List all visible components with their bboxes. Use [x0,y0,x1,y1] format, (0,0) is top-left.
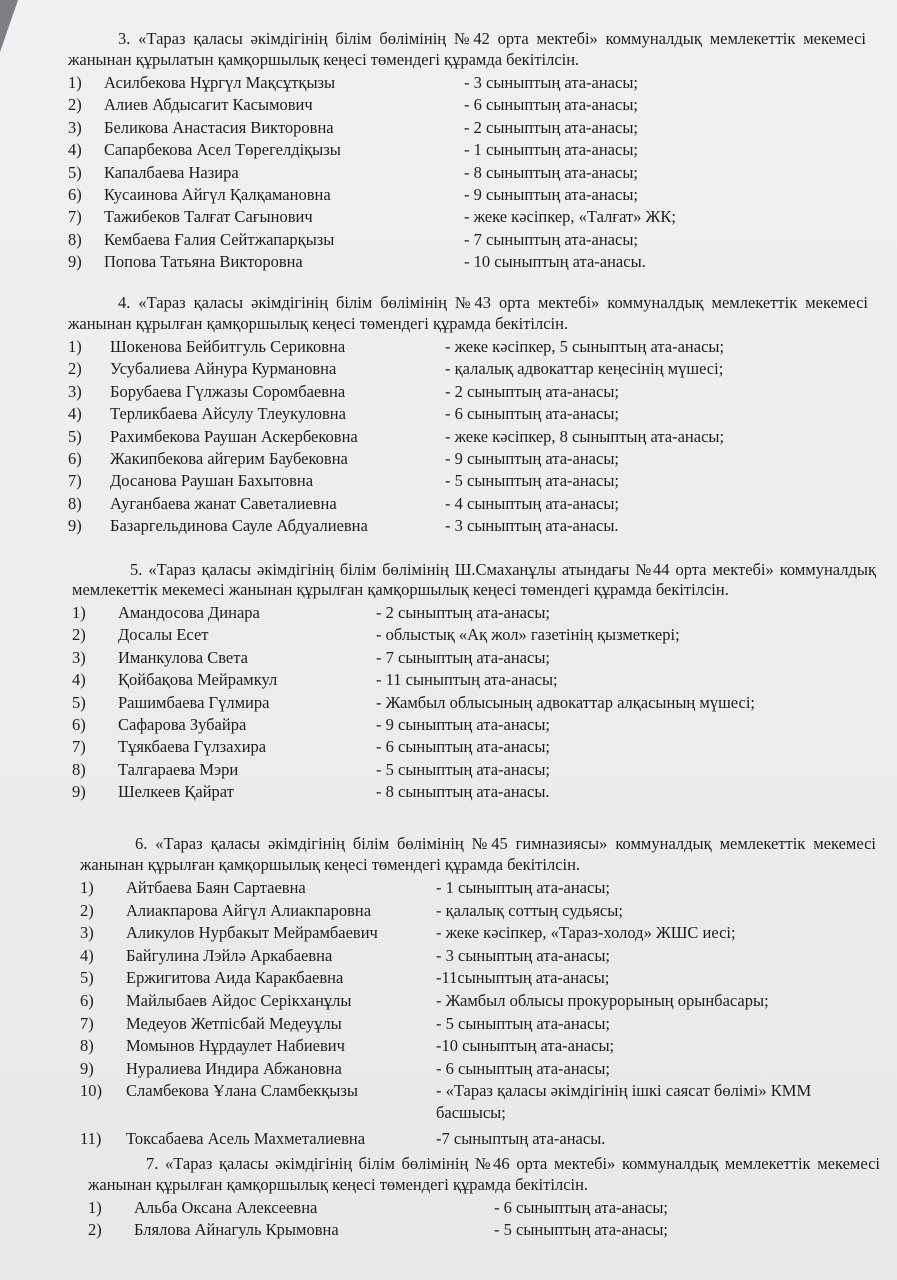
member-name: Сламбекова Ұлана Сламбекқызы [126,1081,358,1101]
member-number: 6) [68,448,82,468]
member-number: 1) [80,878,94,897]
member-role: - жеке кәсіпкер, «Тараз-холод» ЖШС иесі; [436,923,736,943]
member-name: Амандосова Динара [118,603,260,622]
member-row [72,624,876,646]
member-role: - 6 сыныптың ата-анасы; [464,95,638,115]
member-row [68,117,866,139]
member-role: - 3 сыныптың ата-анасы; [436,945,610,965]
member-number: 8) [68,229,82,249]
member-row [72,692,876,714]
member-role: - 6 сыныптың ата-анасы; [436,1058,610,1078]
member-number: 1) [72,603,86,622]
member-name: Рашимбаева Гүлмира [118,692,270,712]
member-role: - 2 сыныптың ата-анасы; [376,603,550,622]
member-name: Тұякбаева Гүлзахира [118,737,267,757]
member-number: 9) [80,1058,94,1078]
section-6 [80,833,876,1150]
member-name: Момынов Нұрдаулет Набиевич [126,1036,345,1056]
member-role: - 6 сыныптың ата-анасы; [494,1198,668,1217]
member-name: Шокенова Бейбитгуль Сериковна [110,337,346,356]
member-row [72,736,876,758]
member-row [72,647,876,669]
member-role: -7 сыныптың ата-анасы. [436,1128,606,1148]
member-name: Тажибеков Талғат Сағынович [104,207,313,227]
member-row [68,206,866,228]
member-number: 4) [68,140,82,160]
member-row [68,94,866,116]
member-role: -10 сыныптың ата-анасы; [436,1036,615,1056]
member-row [68,493,868,515]
member-number: 6) [72,714,86,734]
member-role: - қалалық адвокаттар кеңесінің мүшесі; [445,359,724,379]
member-row [68,381,868,403]
member-role: - 5 сыныптың ата-анасы; [445,471,619,491]
member-role: - 6 сыныптың ата-анасы; [376,737,550,757]
member-role: - 6 сыныптың ата-анасы; [445,404,619,424]
member-role: - 5 сыныптың ата-анасы; [436,1013,610,1033]
member-role: - 7 сыныптың ата-анасы; [464,229,638,249]
member-name: Байгулина Лэйлә Аркабаевна [126,945,333,965]
section-heading: 7. «Тараз қаласы әкімдігінің білім бөлімінің №46 орта мектебі» коммуналдық мемлекеттік мекемесі жанынан құрылған қамқоршылық кеңесі төмендегі құрамда бекітілсін. [88,1154,880,1194]
member-role: - қалалық соттың судьясы; [436,900,623,920]
member-row [80,967,876,990]
member-role: - жеке кәсіпкер, 5 сыныптың ата-анасы; [445,337,725,356]
member-name: Талгараева Мэри [118,759,239,779]
member-row [80,1128,876,1151]
member-row [68,470,868,492]
member-role: - 3 сыныптың ата-анасы. [445,516,619,536]
member-number: 3) [80,923,94,943]
member-row [68,358,868,380]
member-role: - 2 сыныптың ата-анасы; [464,117,638,137]
member-number: 2) [72,625,86,645]
member-row [72,602,876,624]
member-number: 6) [68,184,82,204]
member-row [80,900,876,923]
member-row [80,1035,876,1058]
member-row [68,448,868,470]
member-name: Алиакпарова Айгүл Алиакпаровна [126,900,372,920]
page-corner-shadow [0,0,18,52]
member-row [88,1197,880,1219]
member-number: 7) [68,471,82,491]
member-row [68,139,866,161]
member-role: - 8 сыныптың ата-анасы; [464,162,638,182]
member-role: - 5 сыныптың ата-анасы; [494,1219,668,1239]
member-name: Ауганбаева жанат Саветалиевна [110,493,337,513]
member-row [72,669,876,691]
member-name: Борубаева Гүлжазы Соромбаевна [110,381,346,401]
member-role: - 1 сыныптың ата-анасы; [464,140,638,160]
member-role: - Жамбыл облысының адвокаттар алқасының мүшесі; [376,692,756,712]
member-name: Капалбаева Назира [104,162,239,182]
member-number: 5) [72,692,86,712]
section-4 [68,292,868,538]
member-role: -11сыныптың ата-анасы; [436,968,610,988]
member-name: Базаргельдинова Сауле Абдуалиевна [110,516,368,536]
member-name: Қойбақова Мейрамкул [118,670,278,690]
member-role-continued: басшысы; [436,1103,506,1123]
member-row [72,781,876,803]
member-name: Сафарова Зубайра [118,714,247,734]
member-name: Иманкулова Света [118,647,248,667]
member-name: Айтбаева Баян Сартаевна [126,878,306,897]
member-name: Майлыбаев Айдос Серікханұлы [126,990,352,1010]
member-number: 7) [72,737,86,757]
member-role: - 10 сыныптың ата-анасы. [464,252,646,272]
member-name: Терликбаева Айсулу Тлеукуловна [110,404,346,424]
member-row [68,515,868,537]
section-5 [72,560,876,804]
member-number: 9) [68,252,82,272]
member-number: 8) [72,759,86,779]
member-name: Жакипбекова айгерим Баубековна [110,448,348,468]
section-heading: 6. «Тараз қаласы әкімдігінің білім бөлімінің №45 гимназиясы» коммуналдық мемлекеттік мекемесі жанынан құрылған қамқоршылық кеңесі төмендегі құрамда бекітілсін. [80,834,876,874]
member-row [80,922,876,945]
member-name: Нуралиева Индира Абжановна [126,1058,342,1078]
member-name: Сапарбекова Асел Төрегелдіқызы [104,140,341,160]
section-3 [68,28,866,274]
member-list [88,1197,880,1240]
member-role: - 9 сыныптың ата-анасы; [464,184,638,204]
member-name: Кембаева Ғалия Сейтжапарқызы [104,229,335,249]
member-number: 6) [80,990,94,1010]
member-number: 2) [80,900,94,920]
member-number: 5) [68,426,82,446]
section-heading: 3. «Тараз қаласы әкімдігінің білім бөлімінің №42 орта мектебі» коммуналдық мемлекеттік мекемесі жанынан құрылатын қамқоршылық кеңесі төмендегі құрамда бекітілсін. [68,29,866,69]
member-name: Аликулов Нурбакыт Мейрамбаевич [126,923,378,943]
member-row [80,1080,876,1127]
member-row [72,714,876,736]
member-number: 8) [80,1036,94,1056]
member-row [80,877,876,900]
member-number: 4) [80,945,94,965]
member-name: Токсабаева Асель Махметалиевна [126,1128,366,1148]
member-role: - Жамбыл облысы прокурорының орынбасары; [436,990,769,1010]
member-name: Ержигитова Аида Каракбаевна [126,968,344,988]
member-role: - 2 сыныптың ата-анасы; [445,381,619,401]
member-number: 3) [72,647,86,667]
member-number: 2) [68,95,82,115]
member-name: Досанова Раушан Бахытовна [110,471,314,491]
member-role: - жеке кәсіпкер, 8 сыныптың ата-анасы; [445,426,725,446]
member-name: Попова Татьяна Викторовна [104,252,303,272]
member-name: Беликова Анастасия Викторовна [104,117,334,137]
member-name: Альба Оксана Алексеевна [134,1198,318,1217]
member-row [68,336,868,358]
section-heading: 4. «Тараз қаласы әкімдігінің білім бөлімінің №43 орта мектебі» коммуналдық мемлекеттік мекемесі жанынан құрылған қамқоршылық кеңесі төмендегі құрамда бекітілсін. [68,293,868,333]
member-role: - облыстық «Ақ жол» газетінің қызметкері; [376,625,680,645]
member-role: - 1 сыныптың ата-анасы; [436,878,610,897]
member-row [88,1219,880,1241]
member-number: 1) [68,337,82,356]
member-number: 9) [68,516,82,536]
member-name: Медеуов Жетпісбай Медеуұлы [126,1013,342,1033]
member-number: 3) [68,117,82,137]
member-name: Досалы Есет [118,625,209,645]
member-role: - 8 сыныптың ата-анасы. [376,782,550,802]
member-number: 5) [68,162,82,182]
section-heading: 5. «Тараз қаласы әкімдігінің білім бөлімінің Ш.Смаханұлы атындағы №44 орта мектебі» коммуналдық мемлекеттік мекемесі жанынан құрылған қамқоршылық кеңесі төмендегі құрамда бекітілсін. [72,560,876,599]
member-number: 4) [68,404,82,424]
member-role: - 9 сыныптың ата-анасы; [445,448,619,468]
member-list [68,336,868,538]
member-number: 1) [68,73,82,92]
member-list [68,72,866,274]
member-row [68,184,866,206]
member-number: 3) [68,381,82,401]
section-7 [88,1153,880,1240]
member-name: Алиев Абдысагит Касымович [104,95,313,115]
member-row [68,229,866,251]
member-number: 5) [80,968,94,988]
member-row [68,403,868,425]
member-number: 7) [80,1013,94,1033]
member-row [72,759,876,781]
member-role: - 3 сыныптың ата-анасы; [464,73,638,92]
member-number: 2) [88,1219,102,1239]
member-number: 7) [68,207,82,227]
member-role: - 5 сыныптың ата-анасы; [376,759,550,779]
member-number: 2) [68,359,82,379]
member-number: 1) [88,1198,102,1217]
member-role: - жеке кәсіпкер, «Талғат» ЖК; [464,207,676,227]
member-list [80,877,876,1150]
member-name: Асилбекова Нұргүл Мақсұтқызы [104,73,336,92]
member-row [68,251,866,273]
member-row [68,162,866,184]
member-name: Рахимбекова Раушан Аскербековна [110,426,358,446]
member-row [80,1058,876,1081]
member-role: - 4 сыныптың ата-анасы; [445,493,619,513]
member-role: - 11 сыныптың ата-анасы; [376,670,558,690]
member-number: 9) [72,782,86,802]
member-row [68,426,868,448]
member-role: - 7 сыныптың ата-анасы; [376,647,550,667]
member-role: - 9 сыныптың ата-анасы; [376,714,550,734]
member-name: Шелкеев Қайрат [118,782,234,802]
member-list [72,602,876,804]
member-row [80,990,876,1013]
member-role: - «Тараз қаласы әкімдігінің ішкі саясат бөлімі» КММ [436,1081,812,1101]
member-row [80,1013,876,1036]
member-row [68,72,866,94]
member-name: Блялова Айнагуль Крымовна [134,1219,339,1239]
member-number: 4) [72,670,86,690]
member-number: 11) [80,1128,102,1148]
member-row [80,945,876,968]
member-name: Кусаинова Айгүл Қалқамановна [104,184,331,204]
member-name: Усубалиева Айнура Курмановна [110,359,337,379]
member-number: 10) [80,1081,102,1101]
member-number: 8) [68,493,82,513]
